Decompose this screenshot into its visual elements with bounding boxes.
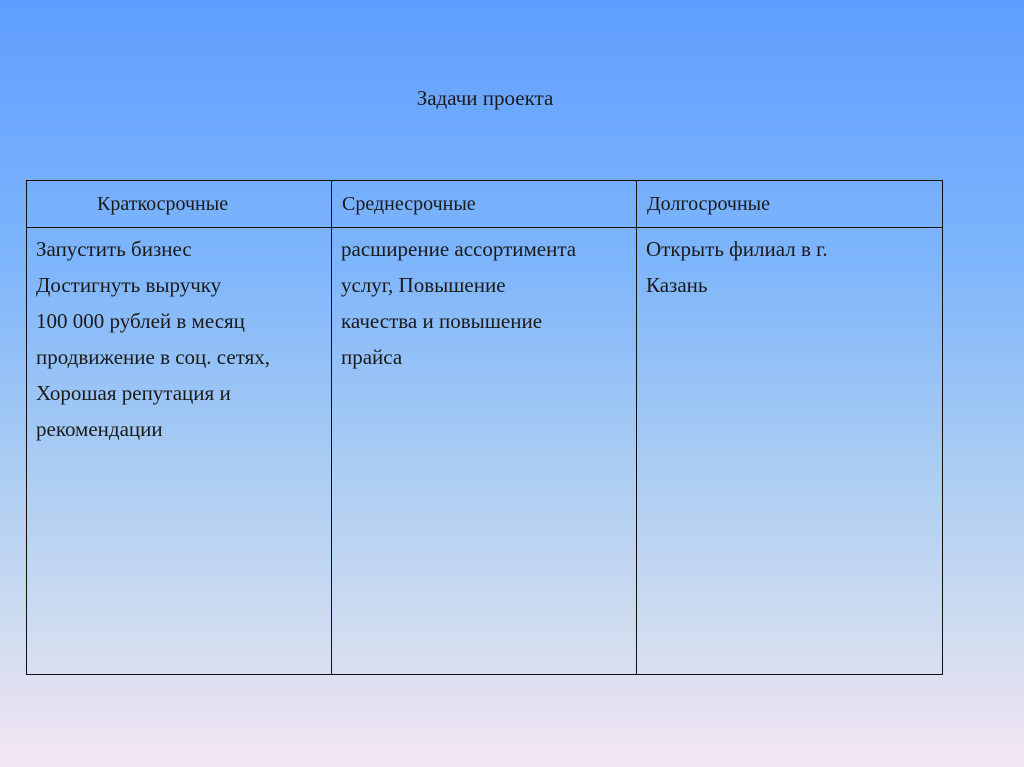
header-mid-term: Среднесрочные [332, 181, 637, 228]
mid-term-line: услуг, Повышение [341, 273, 506, 297]
short-term-line: Запустить бизнес [36, 237, 192, 261]
long-term-line: Открыть филиал в г. [646, 237, 828, 261]
short-term-line: 100 000 рублей в месяц [36, 309, 245, 333]
mid-term-line: прайса [341, 345, 403, 369]
short-term-line: Достигнуть выручку [36, 273, 222, 297]
short-term-line: продвижение в соц. сетях, [36, 345, 271, 369]
header-long-term: Долгосрочные [637, 181, 943, 228]
header-short-term: Краткосрочные [27, 181, 332, 228]
cell-short-term [27, 228, 332, 675]
short-term-line: рекомендации [36, 417, 163, 441]
table-header-row [27, 181, 943, 228]
mid-term-line: расширение ассортимента [341, 237, 577, 261]
cell-mid-term [332, 228, 637, 675]
long-term-line: Казань [646, 273, 708, 297]
mid-term-line: качества и повышение [341, 309, 543, 333]
short-term-line: Хорошая репутация и [36, 381, 231, 405]
slide-title: Задачи проекта [416, 86, 554, 110]
tasks-table [26, 180, 943, 675]
table-row [27, 228, 943, 675]
cell-long-term [637, 228, 943, 675]
